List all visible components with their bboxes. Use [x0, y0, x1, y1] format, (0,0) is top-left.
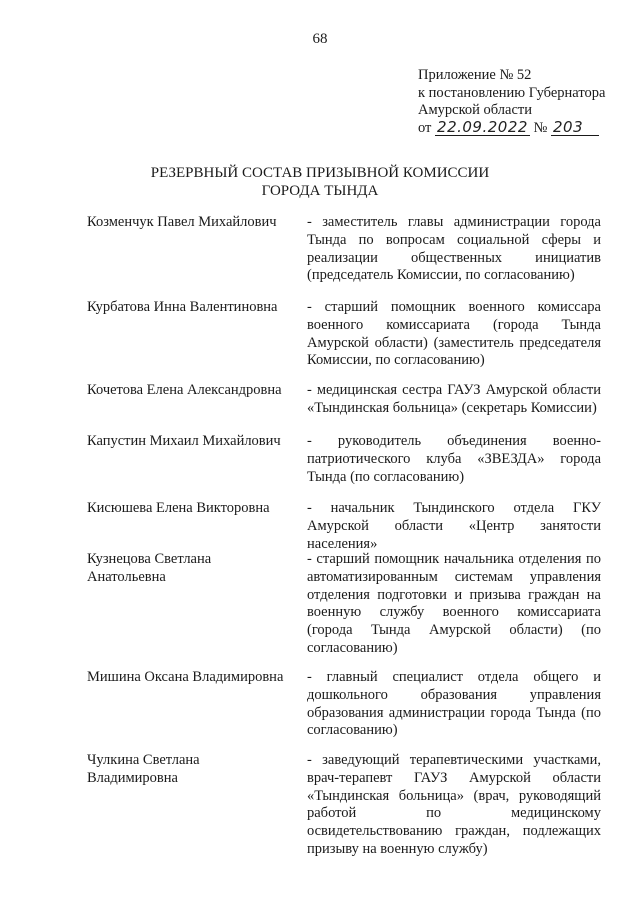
member-role: - старший помощник начальника отделения по автоматизированным системам управления отделения подготовки и призыва граждан на военную службу военного комиссариата (города Тында Амурской области) (по согласованию)	[307, 551, 601, 656]
date-prefix: от	[418, 119, 432, 136]
member-name: Курбатова Инна Валентиновна	[87, 299, 278, 315]
member-name: Капустин Михаил Михайлович	[87, 433, 281, 449]
handwritten-date: 22.09.2022	[437, 117, 528, 136]
member-role: - заведующий терапевтическими участками, врач-терапевт ГАУЗ Амурской области «Тындинская больница» (врач, руководящий работой по медицинскому освидетельствованию граждан, подлежащих призыву на военную службу)	[307, 752, 601, 857]
member-role: - начальник Тындинского отдела ГКУ Амурской области «Центр занятости населения»	[307, 500, 601, 552]
member-role: - заместитель главы администрации города Тында по вопросам социальной сферы и реализации общественных инициатив (председатель Комиссии, по согласованию)	[307, 214, 601, 284]
member-name: Козменчук Павел Михайлович	[87, 214, 277, 230]
member-name: Мишина Оксана Владимировна	[87, 669, 284, 685]
appendix-region: Амурской области	[418, 102, 532, 118]
title-line-1: РЕЗЕРВНЫЙ СОСТАВ ПРИЗЫВНОЙ КОМИССИИ	[150, 165, 490, 181]
number-sign: №	[533, 119, 548, 136]
member-role: - главный специалист отдела общего и дошкольного образования управления образования администрации города Тында (по согласованию)	[307, 669, 601, 739]
member-name: Кочетова Елена Александровна	[87, 382, 282, 398]
member-name: Кузнецова Светлана Анатольевна	[87, 551, 212, 585]
member-name: Кисюшева Елена Викторовна	[87, 500, 270, 516]
title-line-2: ГОРОДА ТЫНДА	[261, 183, 379, 199]
member-role: - медицинская сестра ГАУЗ Амурской области «Тындинская больница» (секретарь Комиссии)	[307, 382, 601, 416]
member-role: - руководитель объединения военно-патриотического клуба «ЗВЕЗДА» города Тында (по согласованию)	[307, 433, 601, 485]
appendix-header	[418, 67, 605, 137]
member-name: Чулкина Светлана Владимировна	[87, 752, 200, 786]
member-role: - старший помощник военного комиссара военного комиссариата (города Тында Амурской области) (заместитель председателя Комиссии, по согласованию)	[307, 299, 601, 369]
page-number: 68	[312, 31, 328, 47]
appendix-date-line	[418, 117, 605, 138]
appendix-number: Приложение № 52	[418, 67, 532, 83]
appendix-reference: к постановлению Губернатора	[418, 84, 606, 101]
document-title	[0, 164, 640, 200]
handwritten-number: 203	[551, 120, 599, 136]
